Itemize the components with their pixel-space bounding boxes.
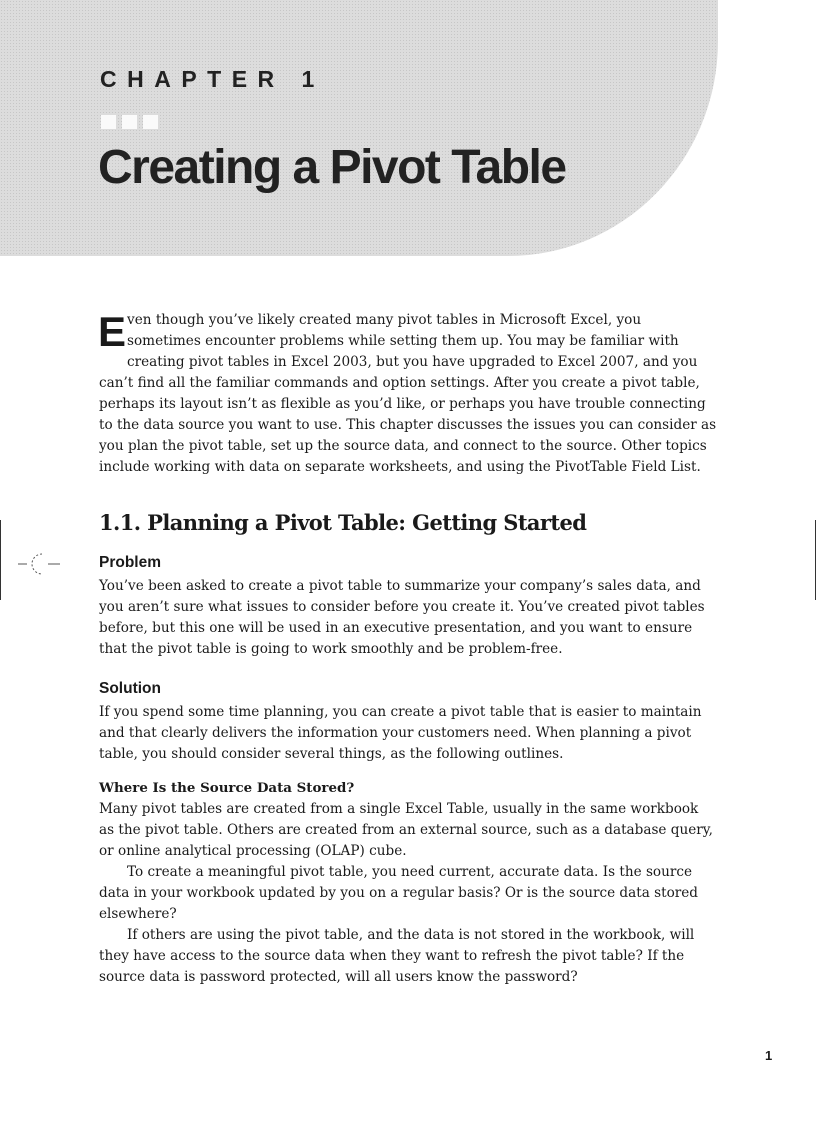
page-content: [99, 310, 717, 988]
square-3: [143, 115, 158, 129]
intro-text: ven though you’ve likely created many pivot tables in Microsoft Excel, you sometimes encounter problems while setting them up. You may be familiar with creating pivot tables in Excel 2003, but you have upgraded to Excel 2007, and you can’t find all the familiar commands and option settings. After you create a pivot table, perhaps its layout isn’t as flexible as you’d like, or perhaps you have trouble connecting to the data source you want to use. This chapter discusses the issues you can consider as you plan the pivot table, set up the source data, and connect to the source. Other topics include working with data on separate worksheets, and using the PivotTable Field List.: [99, 312, 717, 475]
drop-cap: E: [98, 308, 127, 355]
problem-heading: Problem: [99, 554, 162, 571]
decorative-squares: [101, 115, 158, 129]
chapter-label: CHAPTER 1: [100, 66, 325, 92]
page-number: 1: [765, 1048, 773, 1063]
body-paragraph-1: Many pivot tables are created from a single Excel Table, usually in the same workbook as the pivot table. Others are created from an external source, such as a database query, or online analytical processing (OLAP) cube.: [99, 801, 713, 859]
section-title: 1.1. Planning a Pivot Table: Getting Started: [99, 510, 587, 535]
square-1: [101, 115, 116, 129]
chapter-banner: [0, 0, 718, 256]
square-2: [122, 115, 137, 129]
intro-paragraph: [99, 310, 717, 478]
subsection-heading: Where Is the Source Data Stored?: [99, 780, 355, 796]
problem-text: You’ve been asked to create a pivot table to summarize your company’s sales data, and you aren’t sure what issues to consider before you create it. You’ve created pivot tables before, but this one will be used in an executive presentation, and you want to ensure that the pivot table is going to work smoothly and be problem-free.: [99, 578, 705, 657]
body-paragraph-2: To create a meaningful pivot table, you need current, accurate data. Is the source data in your workbook updated by you on a regular basis? Or is the source data stored elsewhere?: [99, 864, 698, 922]
solution-text: If you spend some time planning, you can create a pivot table that is easier to maintain and that clearly delivers the information your customers need. When planning a pivot table, you should consider several things, as the following outlines.: [99, 704, 702, 762]
solution-heading: Solution: [99, 680, 161, 697]
registration-mark-icon: [18, 550, 60, 578]
left-margin-rule: [0, 520, 1, 600]
body-paragraph-3: If others are using the pivot table, and the data is not stored in the workbook, will they have access to the source data when they want to refresh the pivot table? If the source data is password protected, will all users know the password?: [99, 927, 695, 985]
chapter-title: Creating a Pivot Table: [98, 141, 566, 194]
